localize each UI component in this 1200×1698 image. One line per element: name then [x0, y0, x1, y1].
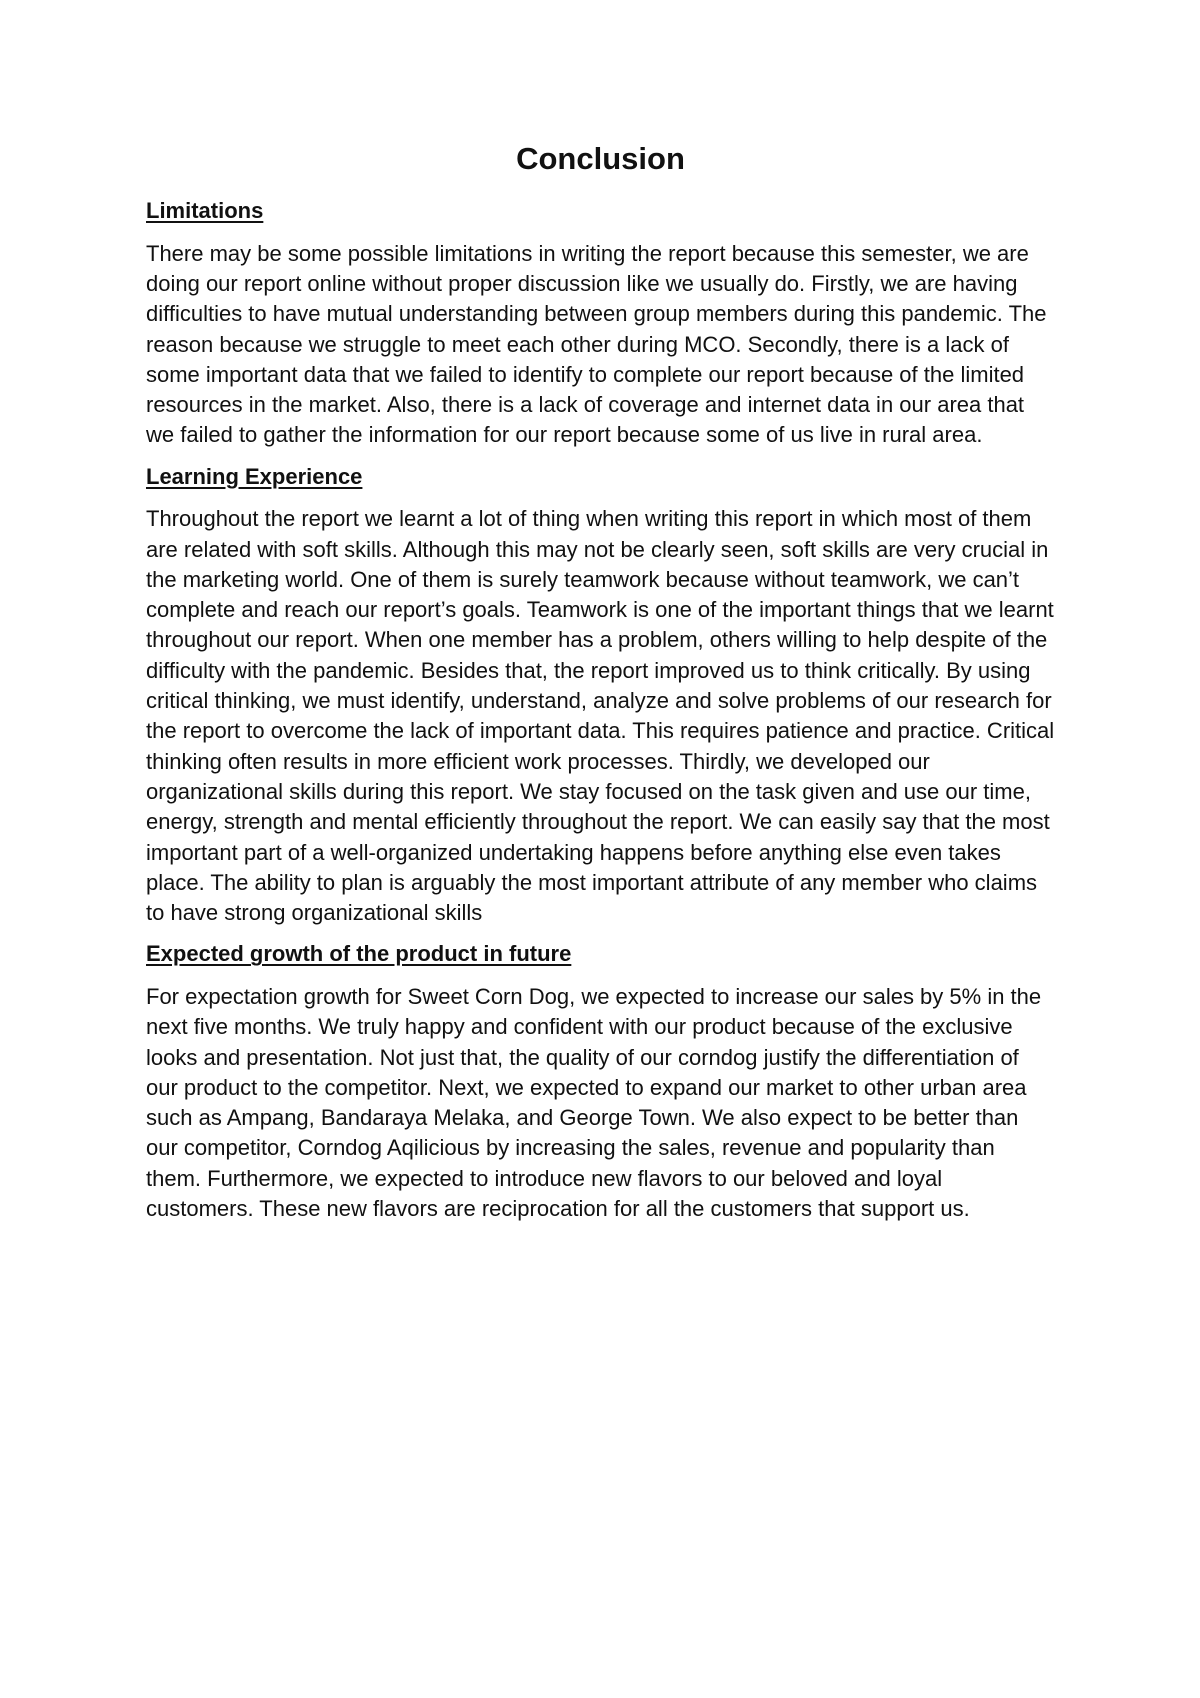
section-learning-experience	[146, 463, 1055, 929]
section-body-expected-growth: For expectation growth for Sweet Corn Dog, we expected to increase our sales by 5% in the next five months. We truly happy and confident with our product because of the exclusive looks and presentation. Not just that, the quality of our corndog justify the differentiation of our product to the competitor. Next, we expected to expand our market to other urban area such as Ampang, Bandaraya Melaka, and George Town. We also expect to be better than our competitor, Corndog Aqilicious by increasing the sales, revenue and popularity than them. Furthermore, we expected to introduce new flavors to our beloved and loyal customers. These new flavors are reciprocation for all the customers that support us.	[146, 983, 1042, 1221]
section-body-limitations: There may be some possible limitations in writing the report because this semester, we are doing our report online without proper discussion like we usually do. Firstly, we are having difficulties to have mutual understanding between group members during this pandemic. The reason because we struggle to meet each other during MCO. Secondly, there is a lack of some important data that we failed to identify to complete our report because of the limited resources in the market. Also, there is a lack of coverage and internet data in our area that we failed to gather the information for our report because some of us live in rural area.	[146, 240, 1047, 448]
section-body-learning-experience: Throughout the report we learnt a lot of thing when writing this report in which most of them are related with soft skills. Although this may not be clearly seen, soft skills are very crucial in the marketing world. One of them is surely teamwork because without teamwork, we can’t complete and reach our report’s goals. Teamwork is one of the important things that we learnt throughout our report. When one member has a problem, others willing to help despite of the difficulty with the pandemic. Besides that, the report improved us to think critically. By using critical thinking, we must identify, understand, analyze and solve problems of our research for the report to overcome the lack of important data. This requires patience and practice. Critical thinking often results in more efficient work processes. Thirdly, we developed our organizational skills during this report. We stay focused on the task given and use our time, energy, strength and mental efficiently throughout the report. We can easily say that the most important part of a well-organized undertaking happens before anything else even takes place. The ability to plan is arguably the most important attribute of any member who claims to have strong organizational skills	[146, 506, 1055, 926]
section-limitations	[146, 197, 1055, 451]
section-expected-growth	[146, 940, 1055, 1224]
section-heading-expected-growth: Expected growth of the product in future	[146, 941, 572, 967]
section-heading-learning-experience: Learning Experience	[146, 463, 363, 489]
section-heading-limitations: Limitations	[146, 198, 264, 224]
page-title: Conclusion	[516, 141, 685, 176]
